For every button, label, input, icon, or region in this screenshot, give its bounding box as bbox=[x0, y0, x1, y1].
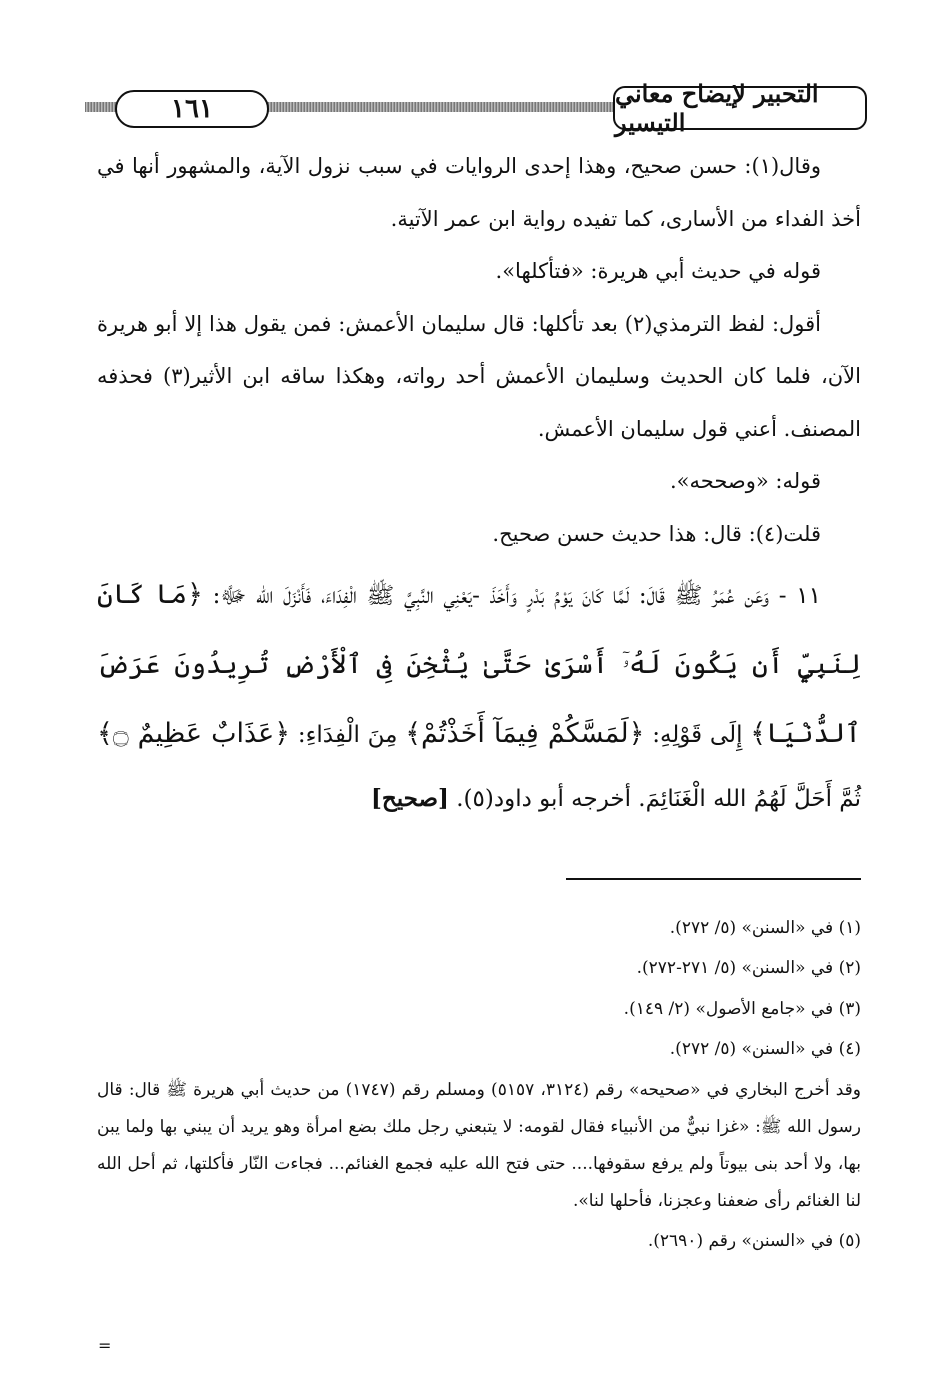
hadith-intro: ١١ - وَعَن عُمَرُ ﷺ قَالَ: لَمَّا كَانَ يَوْمُ بَدْرٍ وَأَخَذَ -يَعْنِي النَّبِيَّ ﷺ الْفِدَاءَ، فَأَنْزَلَ الله ﷻ: bbox=[212, 583, 821, 609]
paragraph-2: قوله في حديث أبي هريرة: «فتأكلها». bbox=[495, 259, 821, 283]
main-text bbox=[97, 140, 861, 829]
footnotes bbox=[97, 910, 861, 1263]
hadith-ending: ثُمَّ أَحَلَّ لَهُمُ الله الْغَنَائِمَ. أخرجه أبو داود(٥). bbox=[456, 785, 861, 812]
running-header bbox=[85, 79, 867, 137]
hadith-grade: [صحيح] bbox=[370, 784, 449, 812]
footnote-4: (٤) في «السنن» (٥/ ٢٧٢). bbox=[669, 1039, 861, 1060]
book-title: التحبير لإيضاح معاني التيسير bbox=[613, 86, 867, 130]
footnote-3: (٣) في «جامع الأصول» (٢/ ١٤٩). bbox=[623, 998, 861, 1019]
quran-verse-3: ﴿عَذَابٌ عَظِيمٌ ۝﴾ bbox=[97, 718, 291, 750]
hadith-connector-1: إِلَى قَوْلِهِ: bbox=[652, 722, 743, 749]
quran-verse-2: ﴿لَمَسَّكُمْ فِيمَآ أَخَذْتُمْ﴾ bbox=[405, 718, 645, 750]
footnote-5: (٥) في «السنن» رقم (٢٦٩٠). bbox=[647, 1230, 861, 1251]
footnote-divider bbox=[566, 878, 861, 880]
footnote-1: (١) في «السنن» (٥/ ٢٧٢). bbox=[669, 918, 861, 938]
footnote-2: (٢) في «السنن» (٥/ ٢٧١-٢٧٢). bbox=[636, 958, 861, 979]
paragraph-5: قلت(٤): قال: هذا حديث حسن صحيح. bbox=[492, 521, 821, 546]
paragraph-1: وقال(١): حسن صحيح، وهذا إحدى الروايات في سبب نزول الآية، والمشهور أنها في أخذ الفداء من الأسارى، كما تفيده رواية ابن عمر الآتية. bbox=[97, 154, 861, 231]
paragraph-4: قوله: «وصححه». bbox=[669, 469, 821, 493]
page-number: ١٦١ bbox=[115, 90, 269, 128]
footnote-4-continued: وقد أخرج البخاري في «صحيحه» رقم (٣١٢٤، ٥١٥٧) ومسلم رقم (١٧٤٧) من حديث أبي هريرة ﷺ قال: قال رسول الله ﷺ: «غزا نبيٌّ من الأنبياء فقال لقومه: لا يتبعني رجل ملك بضع امرأة وهو يريد أن يبني بها ولما يبن بها، ولا أحد بنى بيوتاً ولم يرفع سقوفها.... حتى فتح الله عليه فجمع الغنائم... فجاءت النّار فأكلتها، ثم أحل الله لنا الغنائم رأى ضعفنا وعجزنا، فأحلها لنا». bbox=[97, 1079, 861, 1211]
bottom-mark: = bbox=[98, 1336, 112, 1355]
hadith-connector-2: مِنَ الْفِدَاءِ: bbox=[297, 722, 398, 749]
paragraph-3: أقول: لفظ الترمذي(٢) بعد تأكلها: قال سليمان الأعمش: فمن يقول هذا إلا أبو هريرة الآن، فلما كان الحديث وسليمان الأعمش أحد رواته، وهكذا ساقه ابن الأثير(٣) فحذفه المصنف. أعني قول سليمان الأعمش. bbox=[97, 311, 861, 441]
hadith-11 bbox=[97, 560, 861, 829]
quran-verse-1: ﴿مَا كَانَ لِنَبِيٍّ أَن يَكُونَ لَهُۥٓ أَسْرَىٰ حَتَّىٰ يُثْخِنَ فِى ٱلْأَرْضِ تُرِيدُونَ عَرَضَ ٱلدُّنْيَا﴾ bbox=[97, 579, 861, 750]
